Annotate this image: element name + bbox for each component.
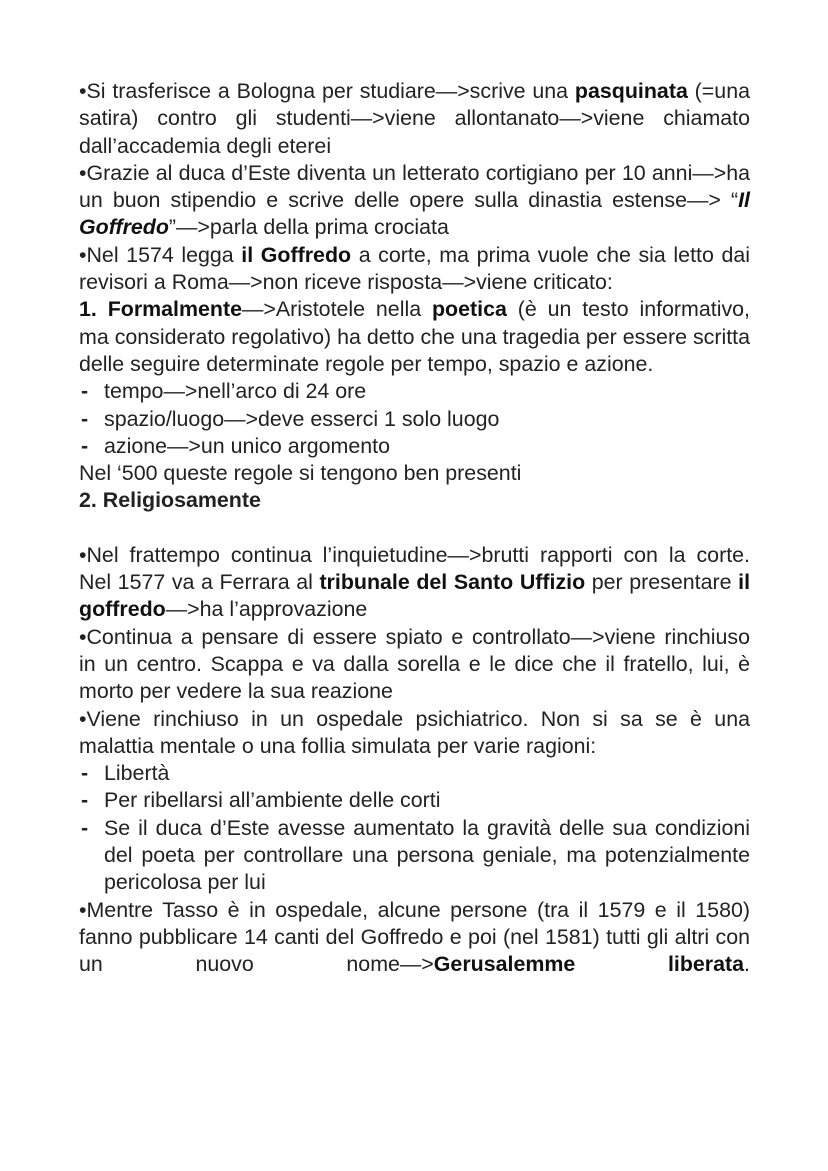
text-run: •Nel 1574 legga bbox=[79, 242, 242, 267]
paragraph-ospedale: •Viene rinchiuso in un ospedale psichiatrico. Non si sa se è una malattia mentale o una follia simulata per varie ragioni: bbox=[79, 706, 750, 758]
paragraph-formalmente bbox=[79, 296, 750, 378]
text-run: a corte, ma prima vuole che sia letto dai revisori a Roma—>non riceve risposta—>viene criticato: bbox=[79, 242, 750, 295]
paragraph-1574 bbox=[79, 242, 750, 297]
paragraph-gerusalemme bbox=[79, 897, 750, 979]
list-item: - Se il duca d’Este avesse aumentato la gravità delle sua condizioni del poeta per controllare una persona geniale, ma potenzialmente pericolosa per lui bbox=[79, 815, 750, 897]
bold-term-tribunale: tribunale del Santo Uffizio bbox=[319, 570, 586, 595]
document-page bbox=[79, 78, 750, 979]
text-run: •Si trasferisce a Bologna per studiare—>scrive una bbox=[79, 79, 575, 103]
bold-term-pasquinata: pasquinata bbox=[574, 79, 688, 103]
text-run: —>ha l’approvazione bbox=[165, 597, 368, 622]
text-run: per presentare bbox=[585, 570, 739, 595]
bold-term-goffredo-lower: il goffredo bbox=[79, 570, 751, 622]
paragraph-inquietudine bbox=[79, 542, 750, 624]
bold-italic-title-goffredo: Il Goffredo bbox=[79, 188, 750, 240]
list-item: - spazio/luogo—>deve esserci 1 solo luogo bbox=[79, 406, 750, 433]
bold-term-goffredo: il Goffredo bbox=[241, 242, 352, 267]
text-run: . bbox=[744, 952, 750, 977]
text-run: •Grazie al duca d’Este diventa un letterato cortigiano per 10 anni—>ha un buon stipendio e scrive delle opere sulla dinastia estense—> “ bbox=[79, 160, 750, 213]
bold-title-gerusalemme: Gerusalemme liberata bbox=[433, 952, 745, 977]
list-item: - Per ribellarsi all’ambiente delle corti bbox=[79, 787, 750, 814]
text-run: •Mentre Tasso è in ospedale, alcune persone (tra il 1579 e il 1580) fanno pubblicare 14 canti del Goffredo e poi (nel 1581) tutti gli altri con un nuovo nome—> bbox=[79, 897, 750, 977]
heading-formalmente: 1. Formalmente bbox=[79, 297, 243, 322]
list-item: - azione—>un unico argomento bbox=[79, 433, 750, 460]
paragraph-duca-este bbox=[79, 160, 750, 242]
paragraph-bologna bbox=[79, 78, 750, 160]
text-run: (è un testo informativo, ma considerato regolativo) ha detto che una tragedia per essere scritta delle seguire determinate regole per tempo, spazio e azione. bbox=[79, 297, 750, 376]
text-run: ”—>parla della prima crociata bbox=[168, 215, 449, 240]
paragraph-regole: Nel ‘500 queste regole si tengono ben presenti bbox=[79, 461, 522, 486]
paragraph-spiato: •Continua a pensare di essere spiato e controllato—>viene rinchiuso in un centro. Scappa e va dalla sorella e le dice che il fratello, lui, è morto per vedere la sua reazione bbox=[79, 624, 750, 704]
blank-line bbox=[79, 515, 750, 542]
bold-term-poetica: poetica bbox=[431, 297, 507, 322]
text-run: —>Aristotele nella bbox=[242, 297, 432, 322]
list-item: - Libertà bbox=[79, 760, 750, 787]
text-run: (=una satira) contro gli studenti—>viene allontanato—>viene chiamato dall’accademia degli eterei bbox=[79, 79, 750, 158]
list-item: - tempo—>nell’arco di 24 ore bbox=[79, 378, 750, 405]
heading-religiosamente: 2. Religiosamente bbox=[79, 488, 261, 513]
text-run: •Nel frattempo continua l’inquietudine—>brutti rapporti con la corte. Nel 1577 va a Ferrara al bbox=[79, 542, 750, 595]
